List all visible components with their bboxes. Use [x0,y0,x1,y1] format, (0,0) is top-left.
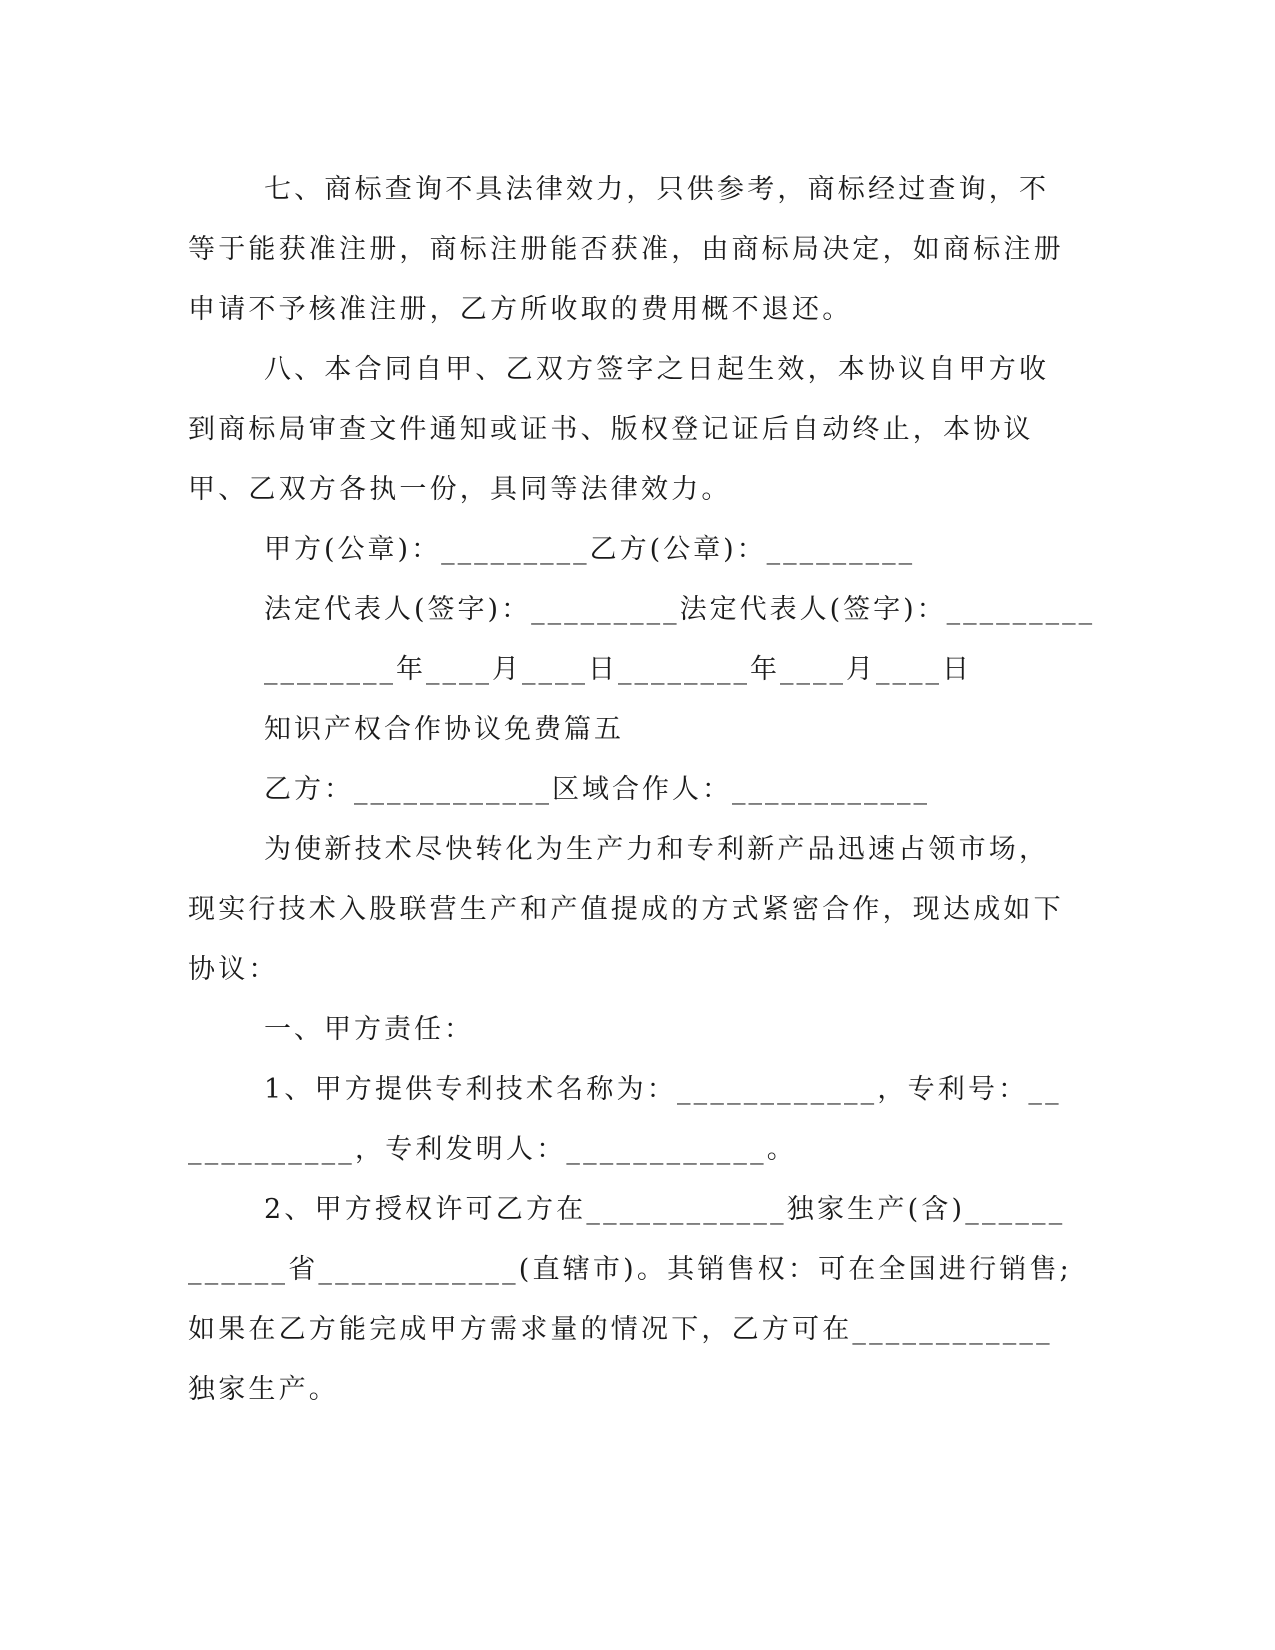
paragraph-clause-1-2: 2、甲方授权许可乙方在____________独家生产(含)____________省____________(直辖市)。其销售权：可在全国进行销售;如果在乙方能完成甲方需求量的情况下，乙方可在____________独家生产。 [188,1194,1072,1405]
clause-1-heading: 一、甲方责任： [264,1014,474,1045]
signature-date-line: ________年____月____日________年____月____日 [264,654,972,685]
paragraph-clause-1-1: 1、甲方提供专利技术名称为：____________，专利号：____________，专利发明人：____________。 [188,1074,1062,1165]
paragraph-intro: 为使新技术尽快转化为生产力和专利新产品迅速占领市场，现实行技术入股联营生产和产值提成的方式紧密合作，现达成如下协议： [188,834,1064,985]
paragraph-clause-7: 七、商标查询不具法律效力，只供参考，商标经过查询，不等于能获准注册，商标注册能否获准，由商标局决定，如商标注册申请不予核准注册，乙方所收取的费用概不退还。 [188,174,1064,325]
document-body [188,160,1096,1420]
paragraph-clause-8: 八、本合同自甲、乙双方签字之日起生效，本协议自甲方收到商标局审查文件通知或证书、版权登记证后自动终止，本协议甲、乙双方各执一份，具同等法律效力。 [188,354,1050,505]
signature-parties-line: 甲方(公章)：_________乙方(公章)：_________ [264,534,916,565]
section-title: 知识产权合作协议免费篇五 [264,714,624,745]
signature-representative-line: 法定代表人(签字)：_________法定代表人(签字)：_________ [264,594,1096,625]
parties-line: 乙方：____________区域合作人：____________ [264,774,930,805]
